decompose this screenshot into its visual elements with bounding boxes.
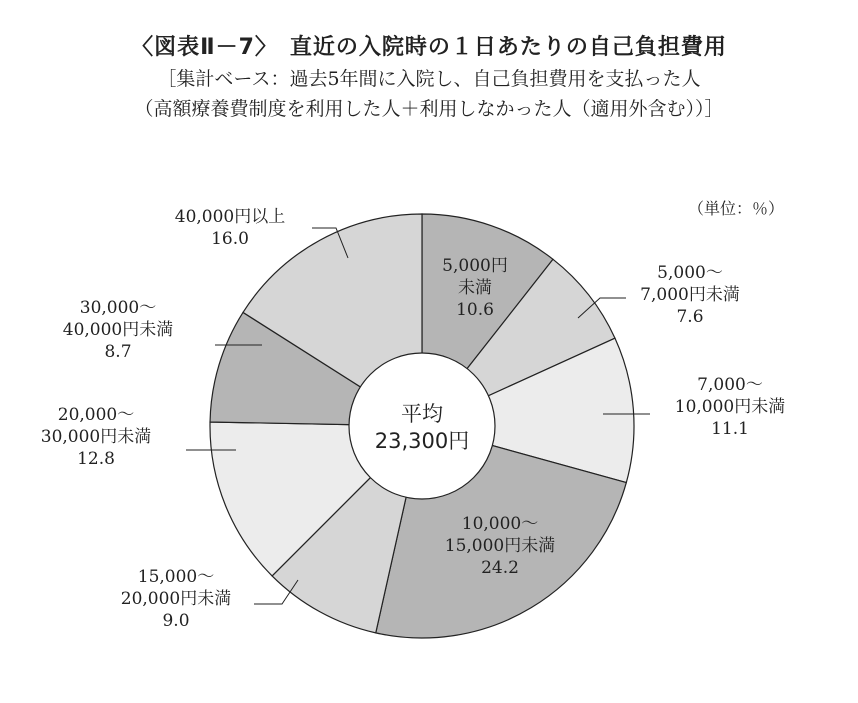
- center-value: 23,300円: [374, 429, 470, 453]
- slice-2-value-label: 7.6: [676, 307, 704, 327]
- slice-3-category-label: 10,000円未満: [674, 397, 786, 417]
- chart-subtitle-line-1: ［集計ベース：過去5年間に入院し、自己負担費用を支払った人: [157, 68, 701, 90]
- slice-1-category-label: 5,000円: [442, 256, 508, 276]
- slice-5-category-label: 15,000～: [137, 567, 215, 587]
- slice-7-category-label: 40,000円未満: [62, 320, 174, 340]
- slice-1-category-label: 未満: [458, 278, 492, 298]
- slice-4-value-label: 24.2: [481, 558, 519, 578]
- slice-8-value-label: 16.0: [211, 229, 249, 249]
- slice-2-category-label: 7,000円未満: [640, 285, 740, 305]
- slice-5-category-label: 20,000円未満: [120, 589, 232, 609]
- slice-4-category-label: 15,000円未満: [444, 536, 556, 556]
- center-label: 平均: [401, 402, 443, 426]
- slice-4-category-label: 10,000～: [461, 514, 539, 534]
- slice-3-category-label: 7,000～: [697, 375, 763, 395]
- slice-3-value-label: 11.1: [711, 419, 749, 439]
- slice-6-category-label: 30,000円未満: [40, 427, 152, 447]
- chart-subtitle-line-2: （高額療養費制度を利用した人＋利用しなかった人（適用外含む））］: [134, 98, 724, 120]
- unit-label: （単位：％）: [688, 199, 785, 218]
- slice-7-category-label: 30,000～: [79, 298, 157, 318]
- slice-8-category-label: 40,000円以上: [174, 207, 286, 227]
- donut-center-hole: [349, 353, 495, 499]
- slice-6-value-label: 12.8: [77, 449, 115, 469]
- slice-1-value-label: 10.6: [456, 300, 494, 320]
- slice-7-value-label: 8.7: [104, 342, 132, 362]
- slice-2-category-label: 5,000～: [657, 263, 723, 283]
- slice-5-value-label: 9.0: [162, 611, 190, 631]
- chart-title: 〈図表Ⅱ－7〉 直近の入院時の１日あたりの自己負担費用: [131, 35, 727, 60]
- slice-6-category-label: 20,000～: [57, 405, 135, 425]
